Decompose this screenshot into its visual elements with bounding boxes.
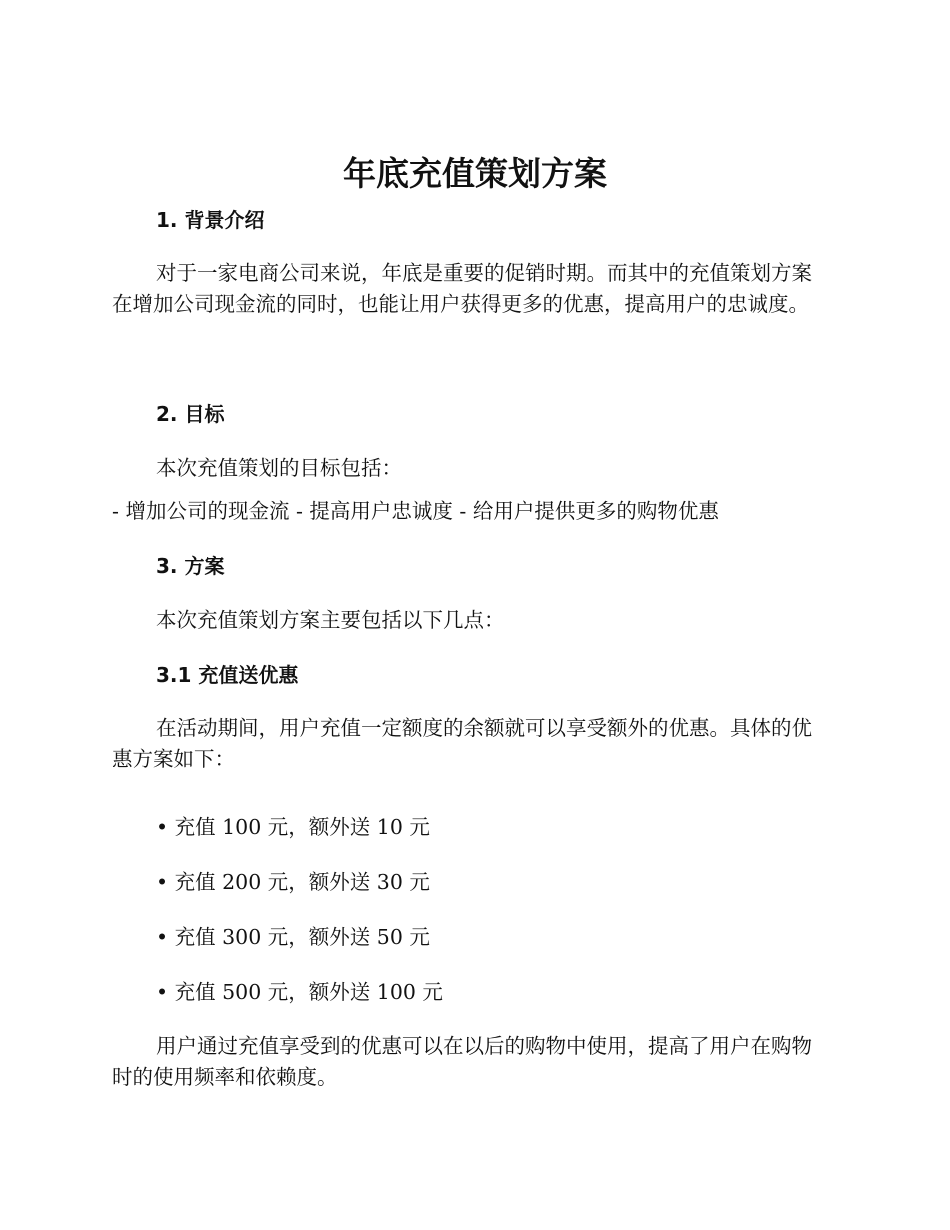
plan-intro: 本次充值策划方案主要包括以下几点： <box>156 608 505 632</box>
heading-goals: 2. 目标 <box>156 402 225 426</box>
recharge-bonus-paragraph: 在活动期间，用户充值一定额度的余额就可以享受额外的优惠。具体的优惠方案如下： <box>112 716 812 771</box>
bonus-item-1: • 充值 100 元，额外送 10 元 <box>156 815 430 839</box>
heading-recharge-bonus: 3.1 充值送优惠 <box>156 663 299 687</box>
background-paragraph: 对于一家电商公司来说，年底是重要的促销时期。而其中的充值策划方案在增加公司现金流的同时，也能让用户获得更多的优惠，提高用户的忠诚度。 <box>112 261 812 316</box>
goals-intro: 本次充值策划的目标包括： <box>156 456 402 480</box>
bonus-item-3: • 充值 300 元，额外送 50 元 <box>156 925 430 949</box>
recharge-bonus-closing: 用户通过充值享受到的优惠可以在以后的购物中使用，提高了用户在购物时的使用频率和依赖度。 <box>112 1034 812 1089</box>
bonus-item-4: • 充值 500 元，额外送 100 元 <box>156 980 443 1004</box>
document-title: 年底充值策划方案 <box>343 154 607 193</box>
bonus-item-2: • 充值 200 元，额外送 30 元 <box>156 870 430 894</box>
heading-background: 1. 背景介绍 <box>156 208 265 232</box>
heading-plan: 3. 方案 <box>156 554 225 578</box>
goals-list: - 增加公司的现金流 - 提高用户忠诚度 - 给用户提供更多的购物优惠 <box>112 499 719 523</box>
